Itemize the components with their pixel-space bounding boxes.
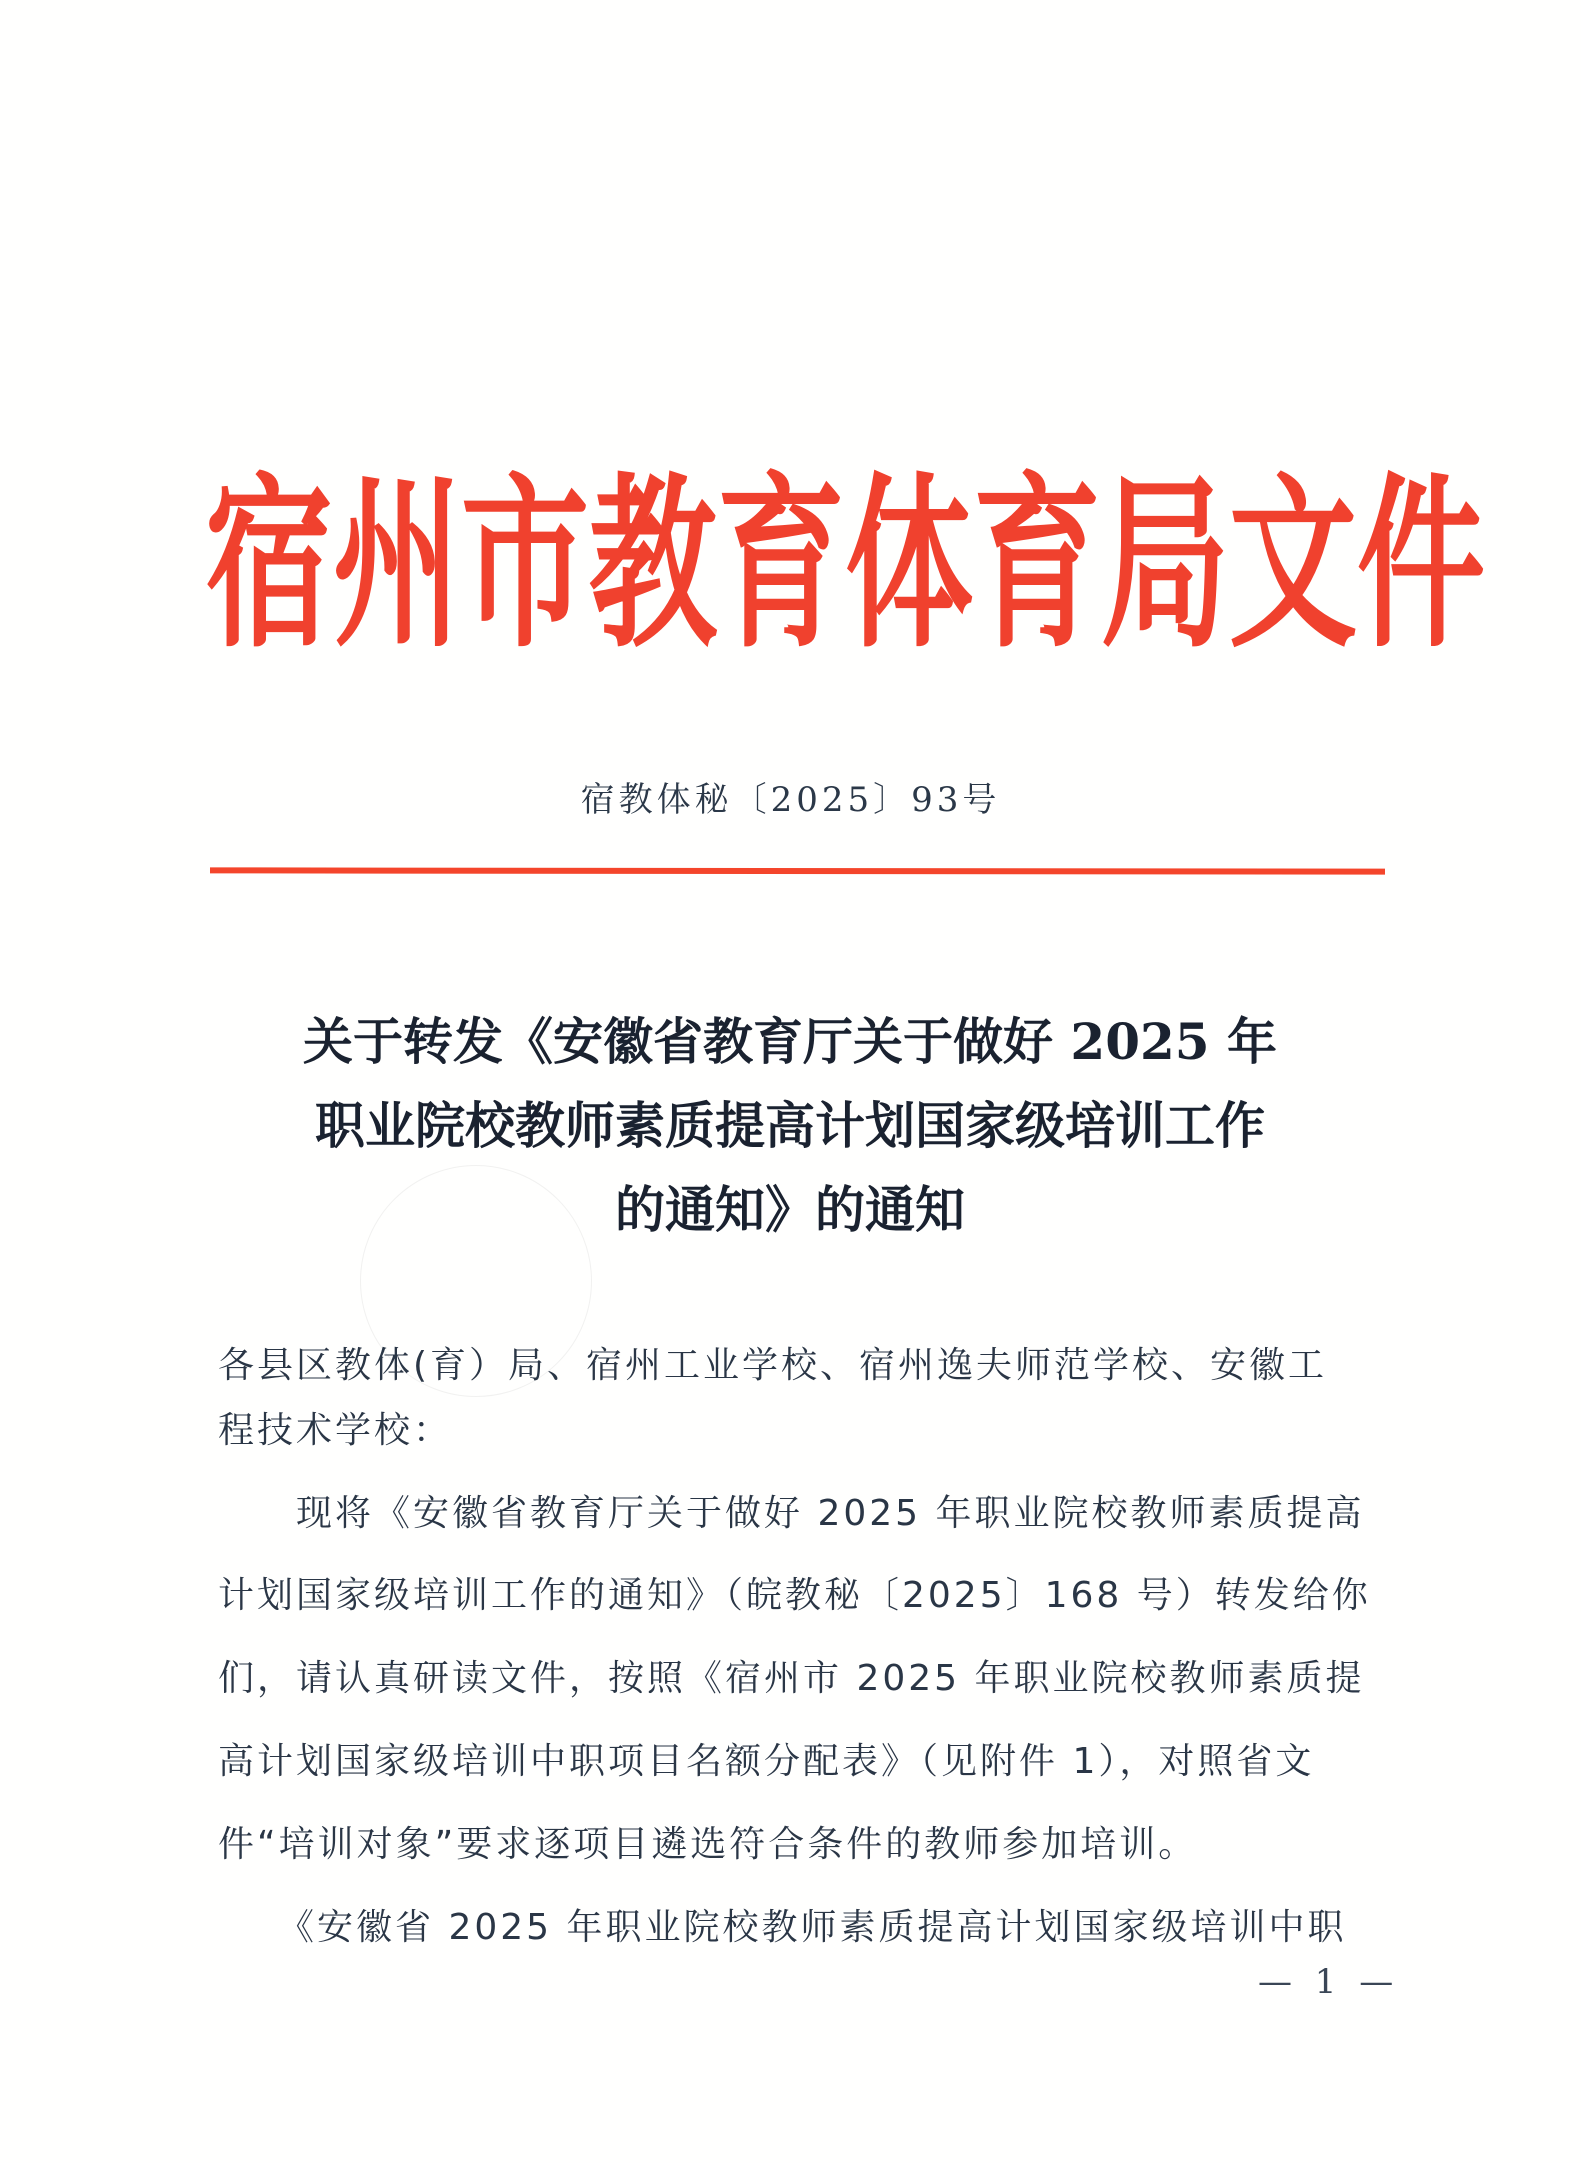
title-line: 的通知》的通知 xyxy=(615,1180,965,1239)
paragraph-line: 们，请认真研读文件，按照《宿州市 2025 年职业院校教师素质提 xyxy=(218,1658,1365,1699)
issuer-char: 育 xyxy=(717,456,846,674)
issuer-char: 体 xyxy=(845,456,974,674)
paragraph-line: 《安徽省 2025 年职业院校教师素质提高计划国家级培训中职 xyxy=(218,1907,1347,1948)
addressee-line: 各县区教体(育）局、宿州工业学校、宿州逸夫师范学校、安徽工 xyxy=(218,1345,1328,1386)
paragraph-line: 高计划国家级培训中职项目名额分配表》（见附件 1），对照省文 xyxy=(218,1741,1315,1782)
issuer-char: 局 xyxy=(1101,456,1230,674)
issuer-char: 市 xyxy=(461,456,590,674)
issuer-char: 文 xyxy=(1229,456,1358,674)
document-title xyxy=(200,1000,1380,1252)
document-number: 宿教体秘〔2025〕93号 xyxy=(580,780,1001,820)
issuer-char: 宿 xyxy=(205,456,334,674)
title-line: 职业院校教师素质提高计划国家级培训工作 xyxy=(315,1096,1265,1155)
addressee-line: 程技术学校： xyxy=(218,1410,453,1451)
issuer-title xyxy=(205,456,1486,674)
issuer-char: 州 xyxy=(333,456,462,674)
paragraph-line: 计划国家级培训工作的通知》（皖教秘〔2025〕168 号）转发给你 xyxy=(218,1575,1371,1616)
page-number: — 1 — xyxy=(1258,1962,1400,2002)
issuer-char: 育 xyxy=(973,456,1102,674)
title-line: 关于转发《安徽省教育厅关于做好 2025 年 xyxy=(303,1012,1277,1071)
red-divider-rule xyxy=(210,867,1385,874)
issuer-char: 教 xyxy=(589,456,718,674)
paragraph-line: 现将《安徽省教育厅关于做好 2025 年职业院校教师素质提高 xyxy=(218,1493,1365,1534)
paragraph-line: 件“培训对象”要求逐项目遴选符合条件的教师参加培训。 xyxy=(218,1824,1198,1865)
issuer-char: 件 xyxy=(1357,456,1486,674)
